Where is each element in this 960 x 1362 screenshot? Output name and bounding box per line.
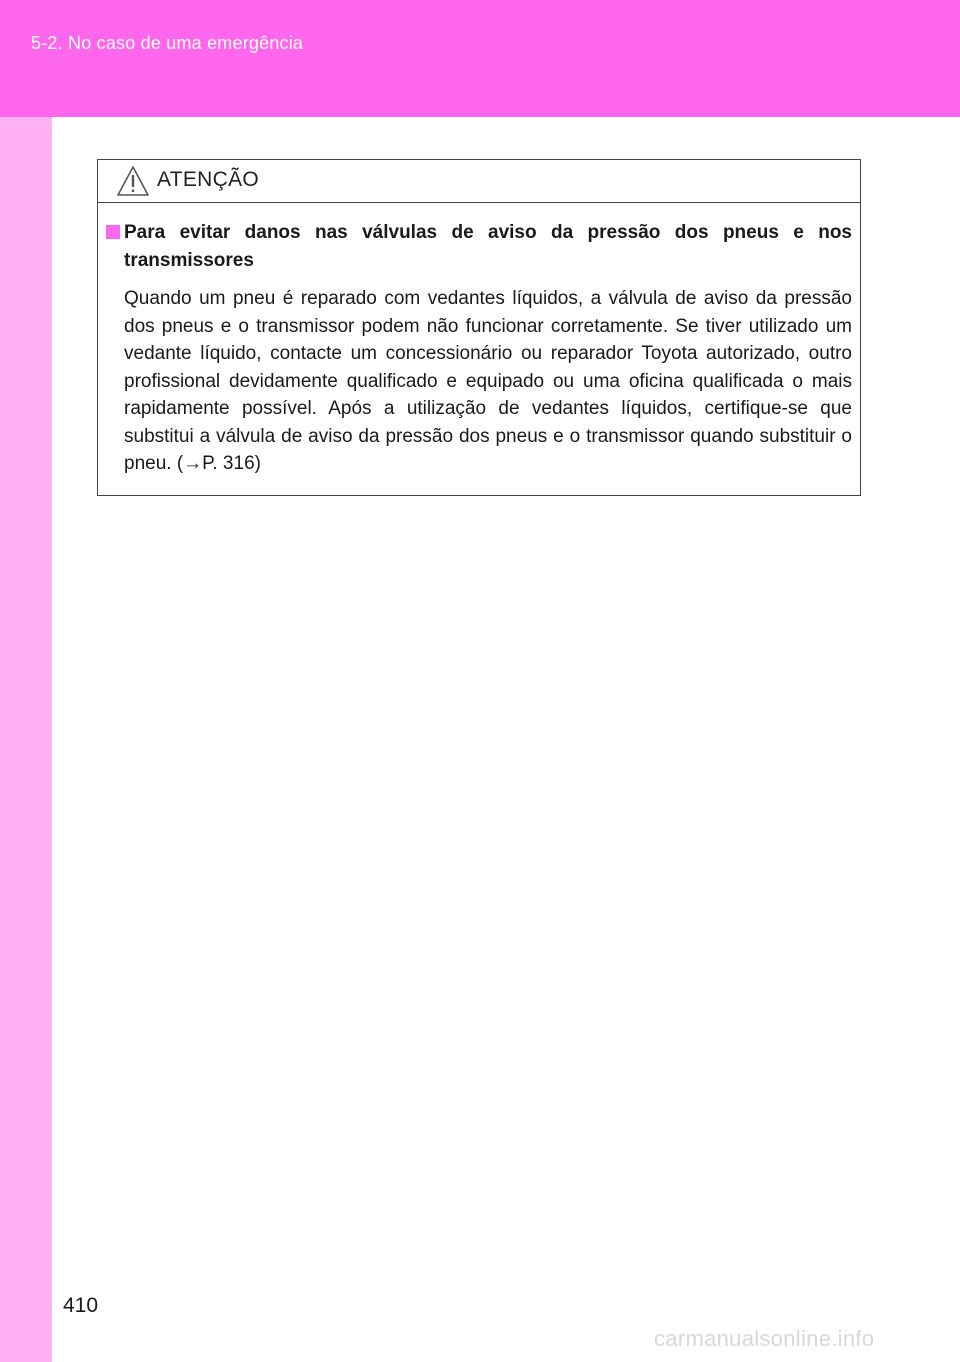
warning-header [98,160,860,203]
warning-item-heading [106,219,852,275]
warning-item-heading-text: Para evitar danos nas válvulas de aviso da pressão dos pneus e nos transmissores [124,222,852,271]
warning-item-text: Quando um pneu é reparado com vedantes líquidos, a válvula de aviso da pressão dos pneus e o transmissor podem não funcionar corretamente. Se tiver utilizado um vedante líquido, contacte um concessionário ou reparador Toyota autorizado, outro profissional devidamente qualificado e equipado ou uma oficina qualificada o mais rapidamente possível. Após a utilização de vedantes líquidos, certifique-se que substitui a válvula de aviso da pressão dos pneus e o transmissor quando substituir o pneu. (→P. 316) [124,288,852,474]
warning-body [98,203,860,478]
square-bullet-icon [106,225,120,239]
side-band [0,117,52,1362]
header-band [0,0,960,117]
section-title: 5-2. No caso de uma emergência [31,33,304,53]
watermark[interactable]: carmanualsonline.info [654,1326,875,1351]
warning-box [97,159,861,496]
warning-triangle-icon [116,165,150,197]
page-number: 410 [63,1294,99,1317]
warning-title: ATENÇÃO [157,168,260,191]
